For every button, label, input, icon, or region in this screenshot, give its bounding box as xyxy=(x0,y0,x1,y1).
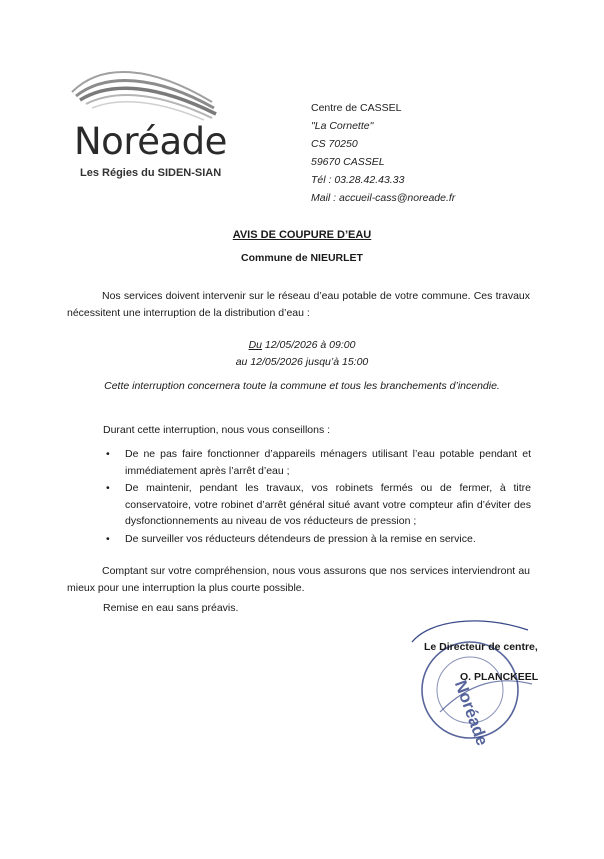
notice-title-text: AVIS DE COUPURE D’EAU xyxy=(232,229,372,241)
advice-item xyxy=(106,446,531,479)
advice-text: De maintenir, pendant les travaux, vos robinets fermés ou de fermer, à titre conservatoire, votre robinet d’arrêt général situé avant votre compteur afin d’éviter des dysfonctionnements au niveau de vos réducteurs de pression ; xyxy=(125,482,531,527)
logo-swoosh-icon xyxy=(62,66,222,126)
bullet-icon: • xyxy=(106,448,110,460)
stamp-text: Noréade xyxy=(450,677,492,749)
logo-name: Noréade xyxy=(74,120,227,163)
address-line-postcode: 59670 CASSEL xyxy=(311,156,385,168)
logo-tagline: Les Régies du SIDEN-SIAN xyxy=(80,167,222,179)
company-stamp xyxy=(400,612,550,762)
notice-title xyxy=(0,229,604,241)
intro-paragraph: Nos services doivent intervenir sur le réseau d’eau potable de votre commune. Ces travaux nécessitent une interruption de la distribution d’eau : xyxy=(67,290,530,319)
date-to: au 12/05/2026 jusqu’à 15:00 xyxy=(235,356,369,368)
advice-intro: Durant cette interruption, nous vous conseillons : xyxy=(103,424,331,436)
address-line-email: Mail : accueil-cass@noreade.fr xyxy=(311,192,456,204)
closing-paragraph: Comptant sur votre compréhension, nous vous assurons que nos services interviendront au mieux pour une interruption la plus courte possible. xyxy=(67,565,530,594)
bullet-icon: • xyxy=(106,482,110,494)
date-from: 12/05/2026 à 09:00 xyxy=(262,339,356,351)
advice-list xyxy=(106,446,531,548)
interruption-dates xyxy=(0,337,604,371)
date-from-line xyxy=(0,337,604,354)
bullet-icon: • xyxy=(106,532,110,545)
commune-name: Commune de NIEURLET xyxy=(241,252,363,264)
interruption-scope: Cette interruption concernera toute la commune et tous les branchements d’incendie. xyxy=(104,380,500,392)
advice-text: De surveiller vos réducteurs détendeurs de pression à la remise en service. xyxy=(125,532,476,545)
remise-note: Remise en eau sans préavis. xyxy=(103,602,239,614)
address-line-center: Centre de CASSEL xyxy=(311,102,402,114)
address-line-place: "La Cornette" xyxy=(311,120,374,132)
signature-title: Le Directeur de centre, xyxy=(424,641,538,653)
advice-text: De ne pas faire fonctionner d’appareils ménagers utilisant l’eau potable pendant et immédiatement après l’arrêt d’eau ; xyxy=(125,448,531,477)
noreade-logo xyxy=(62,66,227,186)
signature-name: O. PLANCKEEL xyxy=(460,671,539,683)
address-line-phone: Tél : 03.28.42.43.33 xyxy=(311,174,405,186)
address-line-cs: CS 70250 xyxy=(311,138,358,150)
advice-item xyxy=(106,480,531,530)
advice-item xyxy=(106,531,531,548)
address-block xyxy=(311,99,455,207)
date-from-prefix: Du xyxy=(248,339,262,351)
